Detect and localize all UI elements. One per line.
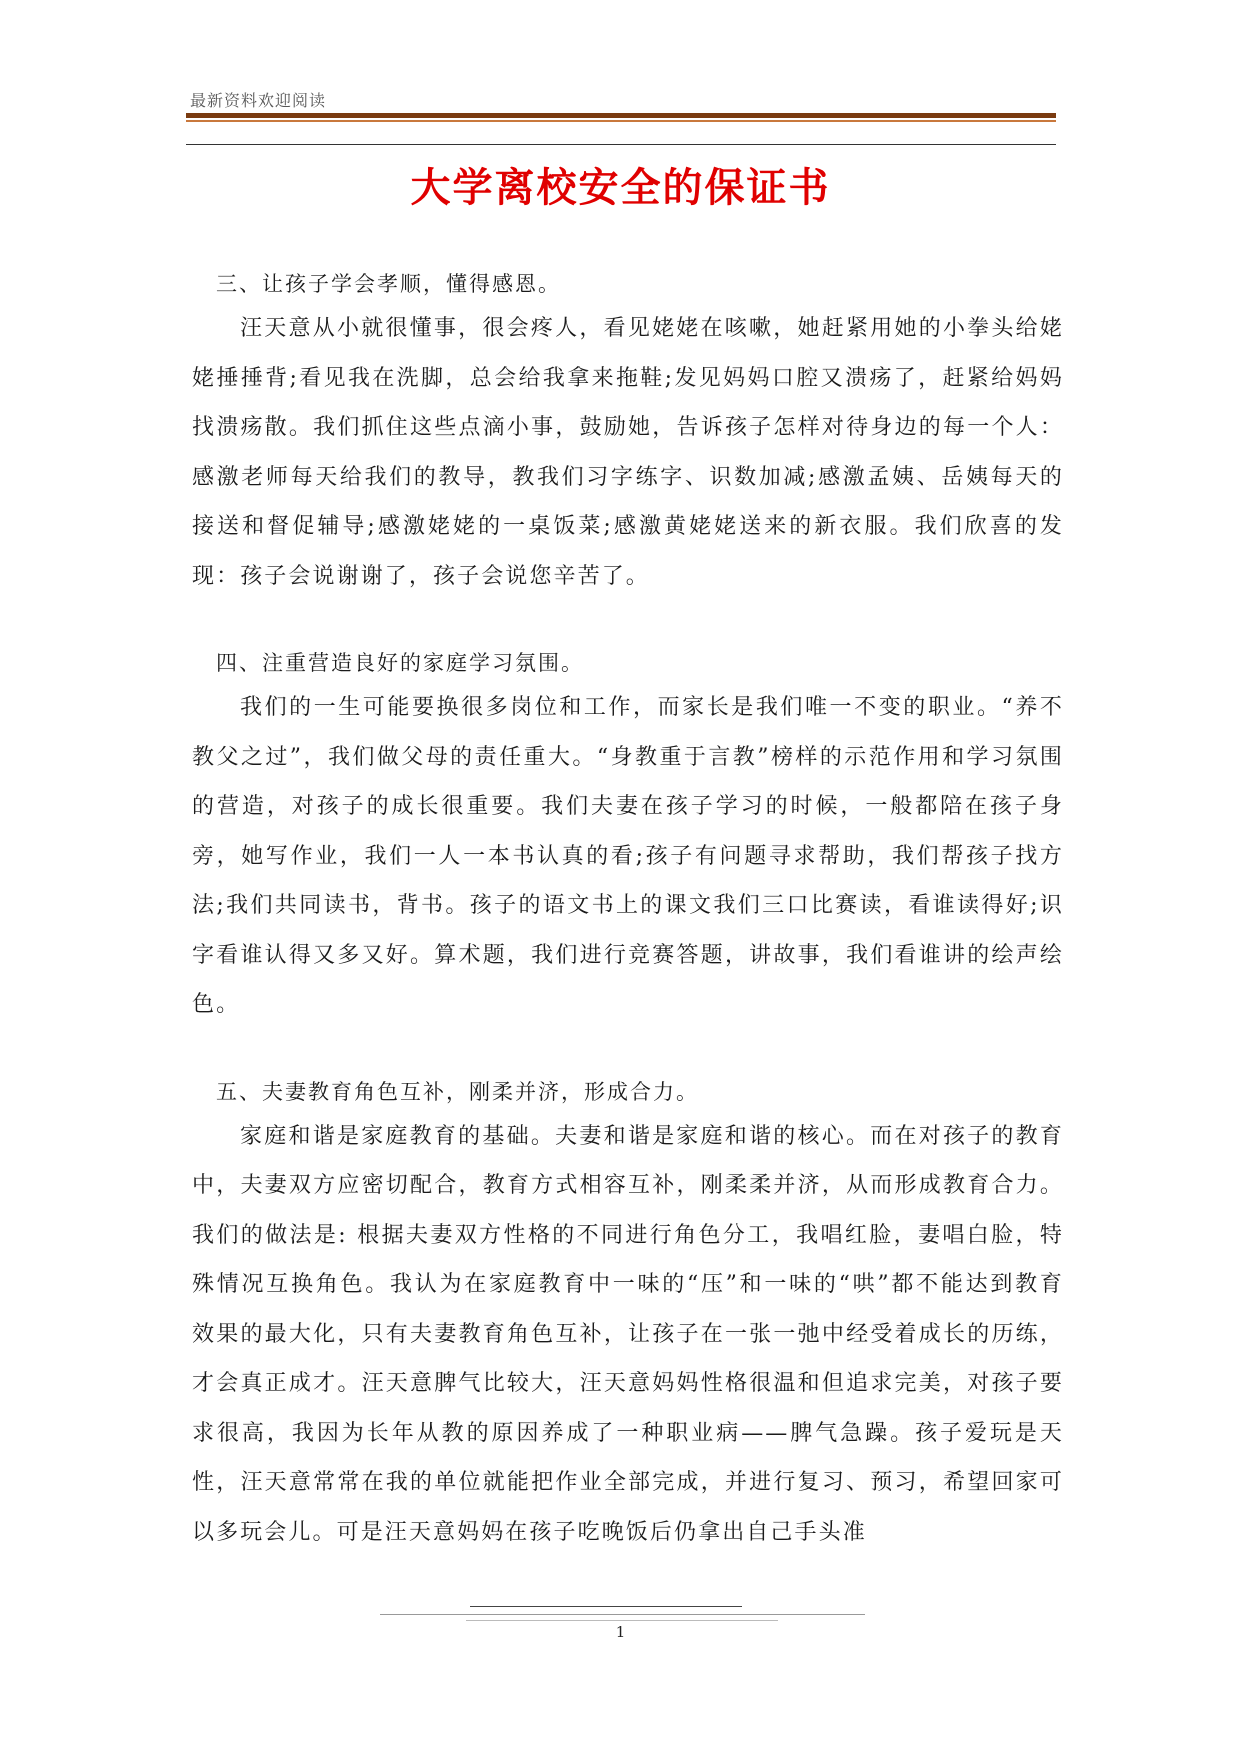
footer-rule xyxy=(380,1614,865,1615)
footer-rule xyxy=(466,1620,778,1621)
header-rule-under xyxy=(186,144,1056,145)
section-four xyxy=(192,647,1064,1030)
section-heading: 三、让孩子学会孝顺，懂得感恩。 xyxy=(216,272,561,296)
section-five xyxy=(192,1076,1064,1558)
document-title: 大学离校安全的保证书 xyxy=(410,165,831,211)
section-three xyxy=(192,268,1064,601)
header-rule-thick xyxy=(186,113,1056,118)
page-header-text: 最新资料欢迎阅读 xyxy=(190,91,327,110)
footer-rule xyxy=(470,1606,742,1607)
section-heading: 四、注重营造良好的家庭学习氛围。 xyxy=(216,651,584,675)
section-heading: 五、夫妻教育角色互补，刚柔并济，形成合力。 xyxy=(216,1079,699,1104)
document-body xyxy=(192,268,1064,1557)
section-paragraph: 汪天意从小就很懂事，很会疼人，看见姥姥在咳嗽，她赶紧用她的小拳头给姥姥捶捶背;看见我在洗脚，总会给我拿来拖鞋;发见妈妈口腔又溃疡了，赶紧给妈妈找溃疡散。我们抓住这些点滴小事，鼓励她，告诉孩子怎样对待身边的每一个人：感激老师每天给我们的教导，教我们习字练字、识数加减;感激孟姨、岳姨每天的接送和督促辅导;感激姥姥的一桌饭菜;感激黄姥姥送来的新衣服。我们欣喜的发现：孩子会说谢谢了，孩子会说您辛苦了。 xyxy=(192,316,1064,589)
section-paragraph: 家庭和谐是家庭教育的基础。夫妻和谐是家庭和谐的核心。而在对孩子的教育中，夫妻双方应密切配合，教育方式相容互补，刚柔柔并济，从而形成教育合力。我们的做法是: 根据夫妻双方性格的不同进行角色分工，我唱红脸，妻唱白脸，特殊情况互换角色。我认为在家庭教育中一味的“压”和一味的“哄”都不能达到教育效果的最大化，只有夫妻教育角色互补，让孩子在一张一弛中经受着成长的历练，才会真正成才。汪天意脾气比较大，汪天意妈妈性格很温和但追求完美，对孩子要求很高，我因为长年从教的原因养成了一种职业病——脾气急躁。孩子爱玩是天性，汪天意常常在我的单位就能把作业全部完成，并进行复习、预习，希望回家可以多玩会儿。可是汪天意妈妈在孩子吃晚饭后仍拿出自己手头准 xyxy=(192,1123,1064,1545)
header-rule-thin xyxy=(186,120,1056,122)
section-paragraph: 我们的一生可能要换很多岗位和工作，而家长是我们唯一不变的职业。“养不教父之过”，我们做父母的责任重大。“身教重于言教”榜样的示范作用和学习氛围的营造，对孩子的成长很重要。我们夫妻在孩子学习的时候，一般都陪在孩子身旁，她写作业，我们一人一本书认真的看;孩子有问题寻求帮助，我们帮孩子找方法;我们共同读书，背书。孩子的语文书上的课文我们三口比赛读，看谁读得好;识字看谁认得又多又好。算术题，我们进行竞赛答题，讲故事，我们看谁讲的绘声绘色。 xyxy=(192,695,1064,1017)
page-number: 1 xyxy=(615,1623,626,1641)
